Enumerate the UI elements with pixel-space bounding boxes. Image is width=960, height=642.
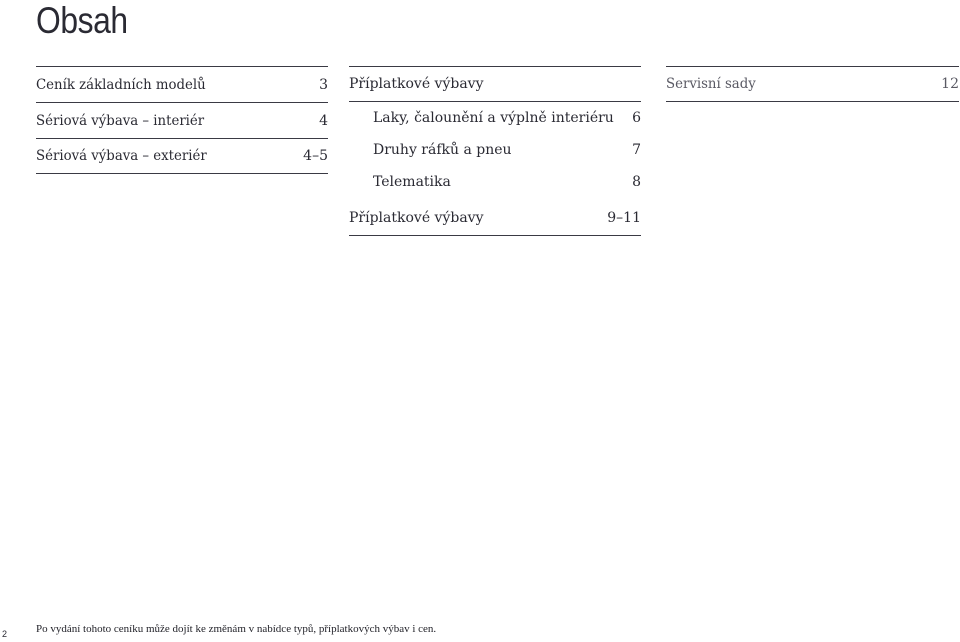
page-number: 2 (2, 629, 8, 639)
toc-subentry-page: 8 (632, 174, 641, 190)
toc-entry-label: Příplatkové výbavy (349, 209, 484, 226)
toc-subentry[interactable] (349, 166, 641, 198)
toc-entry[interactable] (36, 102, 328, 138)
toc-entry-label: Sériová výbava – exteriér (36, 148, 207, 164)
toc-entry-label: Ceník základních modelů (36, 76, 206, 93)
toc-subentry-page: 6 (632, 110, 641, 126)
toc-column-left (36, 66, 328, 174)
toc-entry[interactable] (36, 138, 328, 174)
page-title: Obsah (36, 0, 128, 41)
toc-subentry-label: Telematika (373, 174, 451, 190)
toc-entry-page: 3 (319, 76, 328, 93)
toc-subentry[interactable] (349, 134, 641, 166)
toc-section-heading-label: Příplatkové výbavy (349, 76, 484, 92)
toc-entry[interactable] (349, 200, 641, 236)
toc-entry[interactable] (666, 66, 959, 102)
toc-entry-page: 4 (319, 112, 328, 129)
toc-section-heading (349, 66, 641, 102)
toc-subentry[interactable] (349, 102, 641, 134)
toc-entry-label: Servisní sady (666, 76, 756, 92)
toc-column-middle (349, 66, 641, 236)
toc-entry-label: Sériová výbava – interiér (36, 112, 205, 129)
toc-subentry-label: Druhy ráfků a pneu (373, 142, 512, 158)
toc-subentry-page: 7 (632, 142, 641, 158)
toc-entry-page: 12 (941, 76, 959, 92)
toc-entry[interactable] (36, 66, 328, 102)
footnote: Po vydání tohoto ceníku může dojít ke změnám v nabídce typů, příplatkových výbav i cen. (36, 623, 437, 635)
toc-entry-page: 9–11 (607, 209, 641, 226)
toc-column-right (666, 66, 959, 102)
toc-subentry-label: Laky, čalounění a výplně interiéru (373, 110, 614, 126)
toc-entry-page: 4–5 (303, 148, 328, 164)
